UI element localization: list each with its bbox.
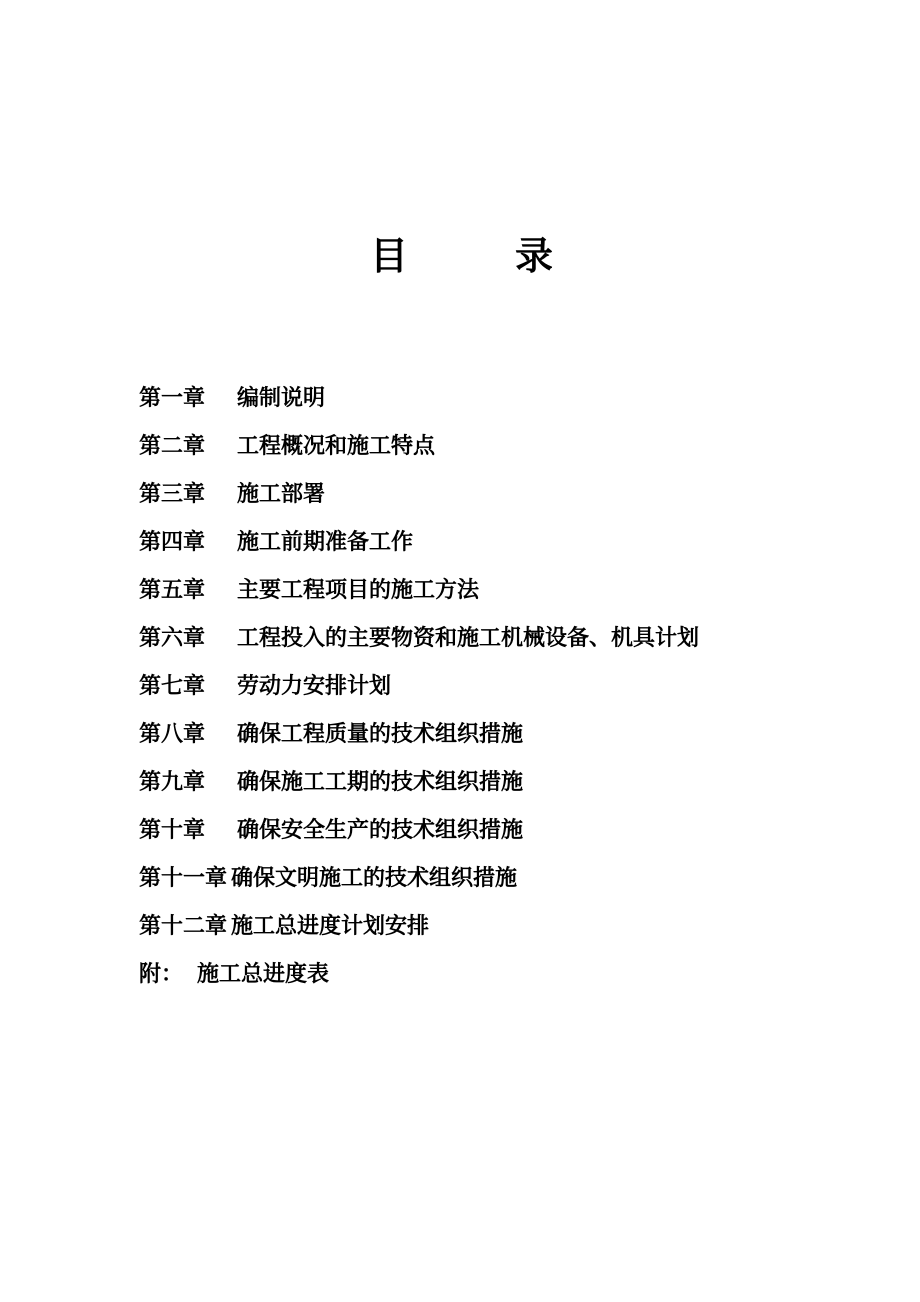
toc-chapter-title: 编制说明 [237,385,326,411]
toc-chapter-label: 第八章 [139,721,206,747]
toc-entry-chapter-8 [139,710,859,758]
toc-chapter-title: 主要工程项目的施工方法 [237,577,480,603]
toc-chapter-label: 第七章 [139,673,206,699]
toc-appendix-title: 施工总进度表 [197,961,330,987]
toc-entry-chapter-3 [139,470,859,518]
toc-entry-chapter-6 [139,614,859,662]
toc-title-left-char: 目 [370,233,409,278]
toc-entry-appendix [139,950,859,998]
toc-chapter-title: 劳动力安排计划 [237,673,392,699]
toc-chapter-label: 第六章 [139,625,206,651]
toc-chapter-label: 第一章 [139,385,206,411]
toc-chapter-title: 确保工程质量的技术组织措施 [237,721,524,747]
toc-title-right-char: 录 [515,233,554,278]
toc-entry-chapter-4 [139,518,859,566]
toc-chapter-title: 确保文明施工的技术组织措施 [231,865,518,891]
toc-entry-chapter-2 [139,422,859,470]
toc-chapter-title: 施工部署 [237,481,326,507]
toc-entry-chapter-10 [139,806,859,854]
toc-chapter-title: 确保安全生产的技术组织措施 [237,817,524,843]
toc-chapter-label: 第十一章 [139,865,228,891]
toc-entry-chapter-9 [139,758,859,806]
toc-chapter-label: 第三章 [139,481,206,507]
toc-chapter-title: 确保施工工期的技术组织措施 [237,769,524,795]
toc-chapter-label: 第十二章 [139,913,228,939]
toc-entry-chapter-11 [139,854,859,902]
toc-appendix-label: 附： [139,961,184,987]
toc-chapter-title: 施工总进度计划安排 [231,913,430,939]
toc-chapter-label: 第四章 [139,529,206,555]
toc-entry-chapter-7 [139,662,859,710]
toc-chapter-title: 施工前期准备工作 [237,529,414,555]
toc-title [0,226,920,286]
toc-entry-chapter-5 [139,566,859,614]
toc-entry-chapter-12 [139,902,859,950]
table-of-contents [139,374,859,998]
toc-chapter-title: 工程投入的主要物资和施工机械设备、机具计划 [237,625,700,651]
toc-chapter-label: 第五章 [139,577,206,603]
toc-chapter-label: 第十章 [139,817,206,843]
toc-chapter-label: 第九章 [139,769,206,795]
toc-entry-chapter-1 [139,374,859,422]
toc-chapter-label: 第二章 [139,433,206,459]
toc-chapter-title: 工程概况和施工特点 [237,433,436,459]
